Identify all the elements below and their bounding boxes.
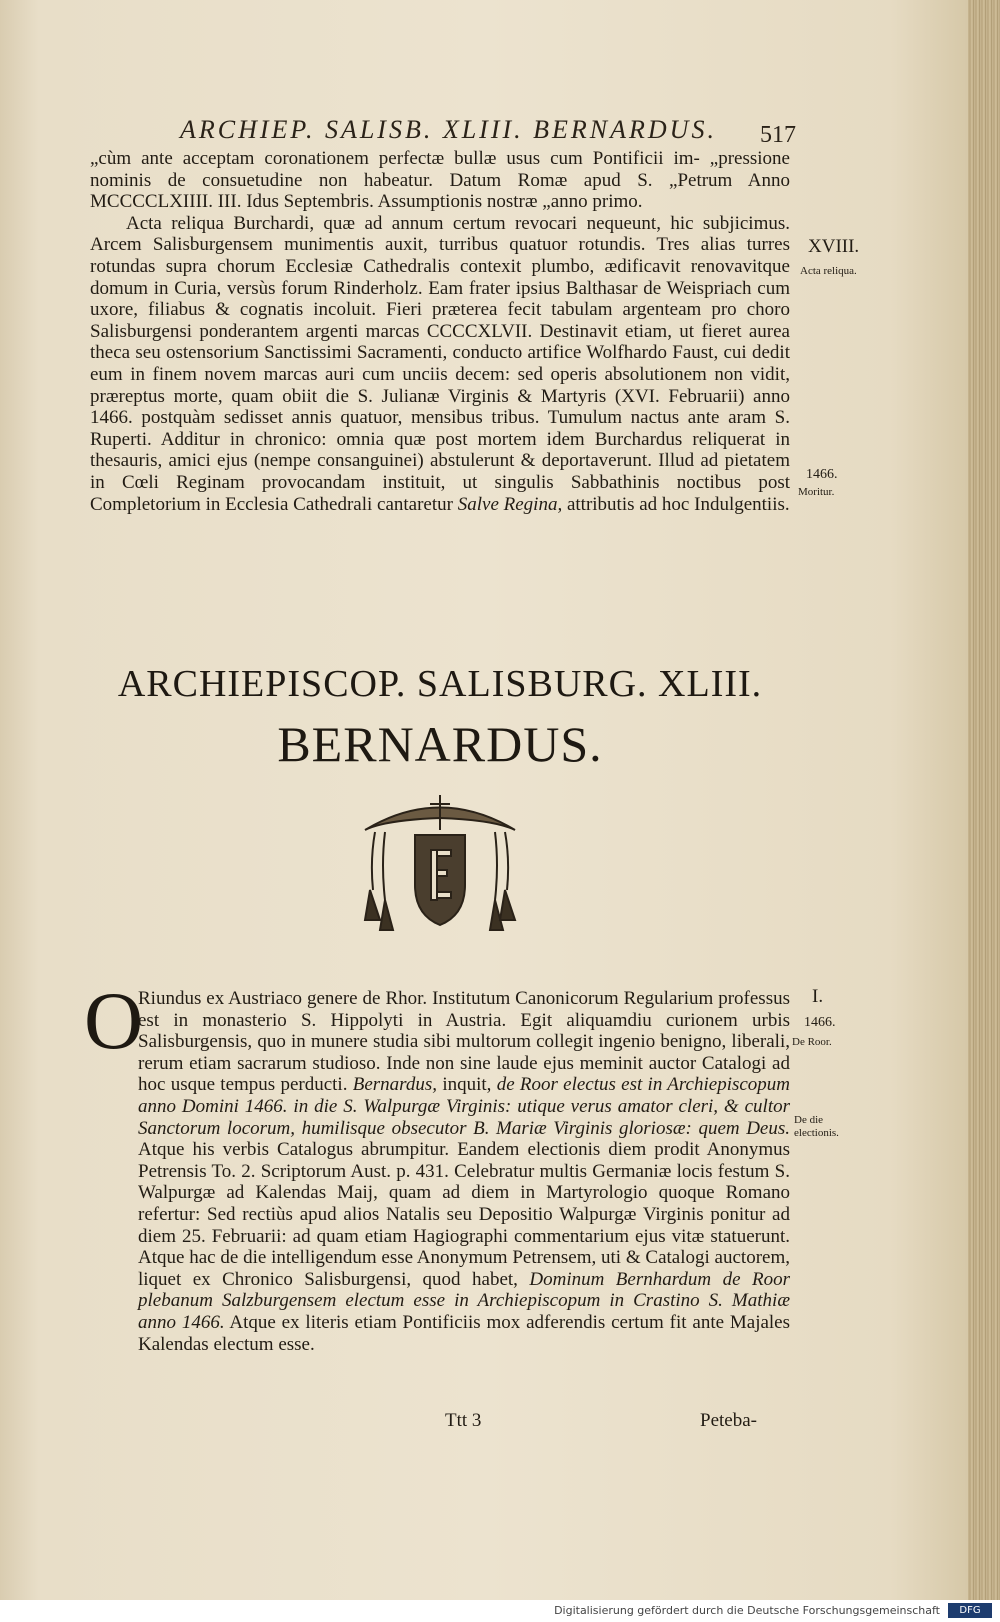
margin-note-section-number: XVIII. [808,236,860,257]
catchword: Peteba- [700,1410,757,1431]
italic-phrase: de Roor electus est in Archiepiscopum anno Domini 1466. in die S. Walpurgæ Virginis: utique verus amator cleri, & cultor Sanctorum locorum, humilisque obsecutor B. Mariæ Virginis gloriosæ: quem Deus. [138,1074,791,1139]
margin-note-moritur: Moritur. [798,486,835,498]
margin-note-de-die-electionis: De die electionis. [794,1114,839,1139]
chapter-name: BERNARDUS. [277,716,603,772]
paragraph-acta-reliqua [90,213,790,515]
paragraph-text: inquit, [442,1074,492,1096]
papal-bull-quote: „cùm ante acceptam coronationem perfectæ bullæ usus cum Pontificii im- „pressione nominis de consuetudine non habeatur. Datum Romæ apud S. „Petrum Anno MCCCCLXIIII. III. Idus Septembris. Assumptionis nostræ „anno primo. [90,148,790,213]
running-title: ARCHIEP. SALISB. XLIII. BERNARDUS. [180,115,717,144]
margin-note-year: 1466. [806,467,838,482]
italic-phrase: Salve Regina, [457,493,563,515]
margin-note-year: 1466. [804,1015,836,1030]
italic-phrase: Dominum Bernhardum de Roor plebanum Salzburgensem electum esse in Archiepiscopum in Crastino S. Mathiæ anno 1466. [138,1268,791,1333]
section-2-text [90,988,790,1355]
chapter-heading: ARCHIEPISCOP. SALISBURG. XLIII. [117,663,763,705]
paragraph-text: Atque his verbis Catalogus abrumpitur. Eandem electionis diem prodit Anonymus Petrensis To. 2. Scriptorum Aust. p. 431. Celebratur multis Germaniæ locis festum S. Walpurgæ ad Kalendas Maij, quam ad diem in Martyrologio quoque Romano refertur: Sed rectiùs apud alios Natalis seu Depositio Walpurgæ Virginis ponitur ad diem 25. Februarii: ad quam etiam Hagiographi commentarium ejus vitæ statuerunt. Atque hac de die intelligendum esse Anonymum Petrensem, uti & Catalogi auctorem, liquet ex Chronico Salisburgensi, quod habet, [138,1139,790,1290]
book-edge [968,0,1000,1600]
margin-note-acta: Acta reliqua. [800,265,857,277]
coat-of-arms-illustration [345,790,535,940]
paragraph-text: attributis ad hoc Indulgentiis. [566,493,790,515]
paragraph-text: Acta reliqua Burchardi, quæ ad annum certum revocari nequeunt, hic subjicimus. Arcem Salisburgensem munimentis auxit, turribus quatuor rotundis. Tres alias turres rotundas supra chorum Ecclesiæ Cathedralis contexit plumbo, ædificavit renovavitque domum in Curia, versùs forum Rinderholz. Eam frater ipsius Balthasar de Weispriach cum uxore, filiabus & cognatis incoluit. Fieri præterea fecit tabulam argenteam pro choro Salisburgensi ponderantem argenti marcas CCCCXLVII. Destinavit etiam, ut fieret aurea theca seu ostensorium Sanctissimi Sacramenti, conducto artifice Wolfhardo Faust, cui dedit eum in finem novem marcas auri cum unciis decem: sed operis absolutionem non vidit, præreptus morte, quam obiit die S. Julianæ Virginis & Martyris (XVI. Februarii) anno 1466. postquàm sedisset annis quatuor, mensibus tribus. Tumulum nactus ante aram S. Ruperti. Additur in chronico: omnia quæ post mortem idem Burchardus reliquerat in thesauris, amici ejus (nempe consanguinei) abstulerunt & deportaverunt. Illud ad pietatem in Cœli Reginam provocandam instituit, ut singulis Sabbathinis noctibus post Completorium in Ecclesia Cathedrali cantaretur [90,212,790,515]
paragraph-text: Atque ex literis etiam Pontificiis mox adferendis certum fit ante Majales Kalendas electum esse. [138,1311,791,1355]
drop-cap: O [84,975,144,1066]
paragraph-text: Riundus ex Austriaco genere de Rhor. Institutum Canonicorum Regularium professus est in monasterio S. Hippolyti in Austria. Egit aliquamdiu curionem urbis Salisburgensis, quo in munere studia sibi multorum collegit ingenio benigno, liberali, rerum etiam sacrarum studioso. Inde non sine laude ejus meminit auctor Catalogi ad hoc usque tempus perducti. [138,988,790,1096]
digitization-credit: Digitalisierung gefördert durch die Deutsche Forschungsgemeinschaft [554,1604,940,1617]
signature-mark: Ttt 3 [445,1410,482,1431]
section-1-text [90,148,790,515]
italic-phrase: Bernardus, [352,1074,438,1096]
page-number: 517 [760,122,796,148]
paragraph-bernardus [90,988,790,1355]
margin-note-section-number: I. [812,986,824,1007]
margin-note-de-roor: De Roor. [792,1036,832,1048]
dfg-logo: DFG [948,1603,992,1618]
